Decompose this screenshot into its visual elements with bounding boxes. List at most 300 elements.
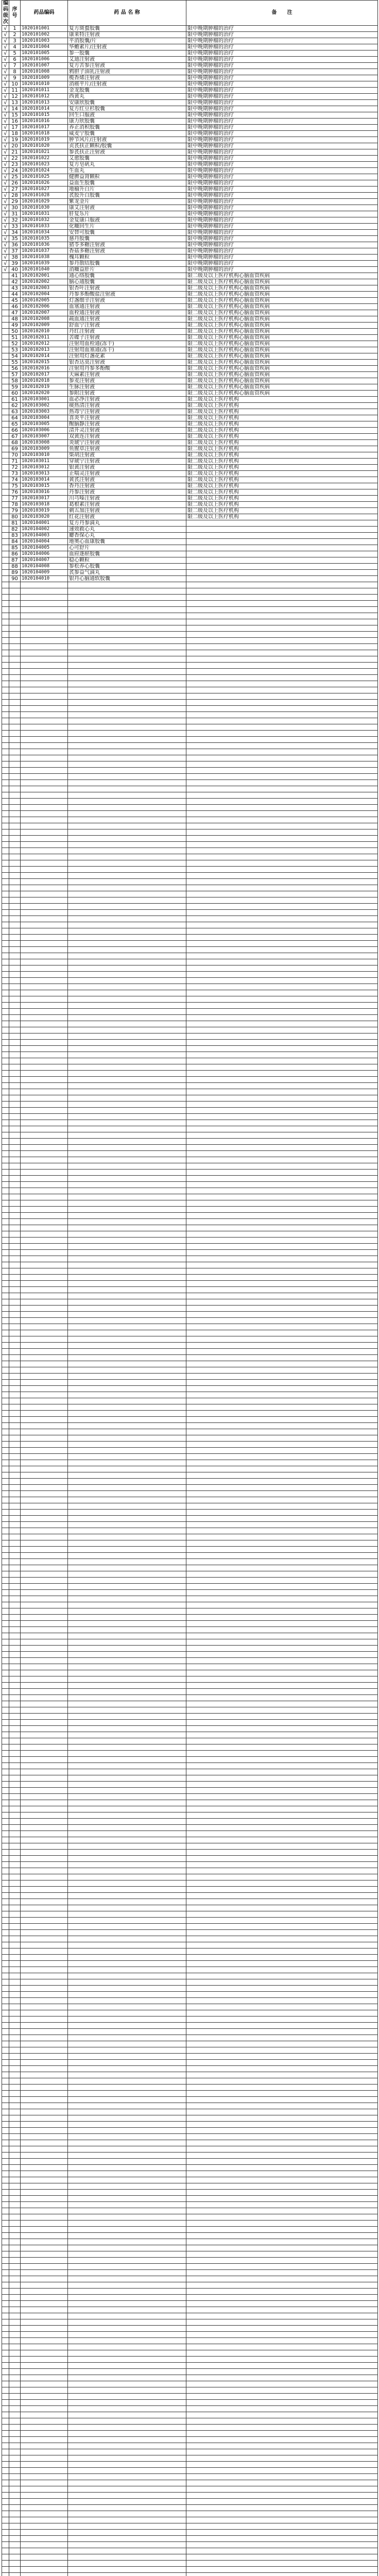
empty-cell — [186, 1899, 378, 1905]
table-row — [2, 1083, 378, 1089]
note-cell: 限中晚期肿瘤的治疗 — [186, 224, 378, 230]
table-row — [2, 63, 378, 69]
table-row — [2, 1615, 378, 1621]
empty-cell — [2, 1918, 9, 1924]
level-cell — [2, 384, 9, 391]
empty-cell — [2, 1751, 9, 1757]
empty-cell — [21, 595, 68, 601]
empty-cell — [9, 1275, 21, 1281]
empty-cell — [2, 1281, 9, 1287]
empty-cell — [186, 2060, 378, 2066]
empty-cell — [186, 1324, 378, 1330]
level-cell — [2, 304, 9, 310]
level-cell: √ — [2, 242, 9, 248]
empty-cell — [21, 1336, 68, 1343]
empty-cell — [2, 755, 9, 761]
table-row — [2, 118, 378, 125]
empty-cell — [68, 2264, 186, 2270]
empty-cell — [68, 1615, 186, 1621]
empty-cell — [68, 1806, 186, 1812]
table-row — [2, 897, 378, 904]
empty-cell — [21, 1862, 68, 1868]
header-name: 药 品 名 称 — [68, 1, 186, 26]
empty-cell — [186, 1868, 378, 1874]
table-row — [2, 1157, 378, 1163]
empty-cell — [2, 1003, 9, 1009]
table-row — [2, 353, 378, 360]
note-cell: 限二级及以上医疗机构心脑血管疾病 — [186, 279, 378, 285]
empty-cell — [2, 1534, 9, 1540]
empty-cell — [21, 1343, 68, 1349]
table-row — [2, 2567, 378, 2573]
code-cell: 1020101029 — [21, 199, 68, 205]
empty-cell — [68, 2548, 186, 2554]
empty-cell — [186, 1924, 378, 1930]
empty-cell — [186, 1367, 378, 1374]
empty-cell — [186, 916, 378, 922]
empty-cell — [68, 823, 186, 829]
table-row — [2, 1318, 378, 1324]
empty-cell — [2, 1961, 9, 1967]
empty-cell — [186, 1033, 378, 1040]
empty-cell — [21, 1633, 68, 1639]
level-cell: √ — [2, 57, 9, 63]
table-row — [2, 397, 378, 403]
empty-cell — [2, 2301, 9, 2307]
empty-cell — [2, 1843, 9, 1850]
name-cell: 银丹心脑通软胶囊 — [68, 576, 186, 582]
name-cell: 复方皂矾丸 — [68, 162, 186, 168]
empty-cell — [186, 755, 378, 761]
empty-cell — [21, 1516, 68, 1522]
empty-cell — [68, 928, 186, 935]
empty-cell — [21, 1355, 68, 1361]
empty-cell — [186, 2016, 378, 2023]
empty-cell — [9, 860, 21, 867]
empty-cell — [186, 1442, 378, 1448]
empty-cell — [68, 1775, 186, 1782]
empty-cell — [186, 2307, 378, 2313]
empty-cell — [9, 836, 21, 842]
empty-cell — [9, 675, 21, 681]
empty-cell — [21, 947, 68, 953]
empty-cell — [9, 2474, 21, 2480]
note-cell: 限二级及以上医疗机构 — [186, 465, 378, 471]
table-row — [2, 848, 378, 854]
empty-cell — [186, 2208, 378, 2214]
empty-cell — [2, 1423, 9, 1429]
empty-cell — [186, 842, 378, 848]
note-cell: 限二级及以上医疗机构心脑血管疾病 — [186, 366, 378, 372]
name-cell: 清开灵注射液 — [68, 428, 186, 434]
empty-cell — [186, 2406, 378, 2412]
empty-cell — [9, 2480, 21, 2486]
code-cell: 1020101017 — [21, 125, 68, 131]
empty-cell — [21, 2530, 68, 2536]
empty-cell — [21, 638, 68, 644]
empty-cell — [9, 1689, 21, 1695]
index-cell: 10 — [9, 81, 21, 88]
empty-cell — [186, 2468, 378, 2474]
table-row — [2, 1009, 378, 1015]
empty-cell — [186, 1553, 378, 1559]
empty-cell — [68, 2486, 186, 2493]
empty-cell — [21, 799, 68, 805]
empty-cell — [2, 1132, 9, 1139]
table-row — [2, 539, 378, 545]
empty-cell — [186, 1850, 378, 1856]
document-sheet — [2, 0, 377, 2576]
empty-cell — [186, 1126, 378, 1132]
table-row — [2, 137, 378, 143]
table-row — [2, 1794, 378, 1800]
empty-cell — [21, 1608, 68, 1615]
header-index: 序 号 — [9, 1, 21, 26]
empty-cell — [21, 965, 68, 972]
table-row — [2, 496, 378, 502]
index-cell: 29 — [9, 199, 21, 205]
name-cell: 生血丸 — [68, 168, 186, 174]
empty-cell — [2, 1064, 9, 1071]
note-cell: 限中晚期肿瘤的治疗 — [186, 242, 378, 248]
empty-cell — [68, 1967, 186, 1973]
name-cell: 痰热清注射液 — [68, 403, 186, 409]
code-cell: 1020101013 — [21, 100, 68, 106]
empty-cell — [21, 669, 68, 675]
empty-cell — [186, 867, 378, 873]
level-cell: √ — [2, 255, 9, 261]
empty-cell — [9, 2381, 21, 2387]
table-row — [2, 687, 378, 693]
empty-cell — [21, 1887, 68, 1893]
empty-cell — [2, 1528, 9, 1534]
empty-cell — [186, 644, 378, 650]
level-cell — [2, 403, 9, 409]
index-cell: 79 — [9, 508, 21, 514]
empty-cell — [68, 1918, 186, 1924]
empty-cell — [186, 1621, 378, 1627]
empty-cell — [186, 2425, 378, 2431]
empty-cell — [9, 965, 21, 972]
note-cell: 限中晚期肿瘤的治疗 — [186, 236, 378, 242]
empty-cell — [68, 2047, 186, 2054]
empty-cell — [68, 1540, 186, 1547]
empty-cell — [21, 848, 68, 854]
empty-cell — [21, 1621, 68, 1627]
table-row — [2, 2313, 378, 2319]
empty-cell — [68, 1825, 186, 1831]
empty-cell — [2, 1312, 9, 1318]
empty-cell — [21, 2369, 68, 2375]
empty-cell — [68, 2177, 186, 2183]
index-cell: 69 — [9, 446, 21, 452]
empty-cell — [186, 2276, 378, 2282]
empty-cell — [2, 1646, 9, 1652]
note-cell: 限中晚期肿瘤的治疗 — [186, 100, 378, 106]
table-row — [2, 2474, 378, 2480]
level-cell — [2, 527, 9, 533]
note-cell: 限二级及以上医疗机构 — [186, 459, 378, 465]
empty-cell — [21, 1219, 68, 1225]
index-cell: 59 — [9, 384, 21, 391]
empty-cell — [21, 860, 68, 867]
table-row — [2, 737, 378, 743]
empty-cell — [21, 2047, 68, 2054]
empty-cell — [2, 867, 9, 873]
empty-cell — [68, 1880, 186, 1887]
level-cell — [2, 415, 9, 421]
empty-cell — [9, 941, 21, 947]
empty-cell — [9, 1330, 21, 1336]
table-row — [2, 378, 378, 384]
empty-cell — [2, 1571, 9, 1578]
empty-cell — [68, 1454, 186, 1460]
empty-cell — [9, 2190, 21, 2196]
empty-cell — [186, 2313, 378, 2319]
empty-cell — [9, 2425, 21, 2431]
empty-cell — [68, 2097, 186, 2103]
table-row — [2, 1442, 378, 1448]
empty-cell — [9, 2072, 21, 2078]
table-row — [2, 2146, 378, 2153]
table-row — [2, 1924, 378, 1930]
empty-cell — [2, 1058, 9, 1064]
table-row — [2, 1646, 378, 1652]
code-cell: 1020102011 — [21, 335, 68, 341]
empty-cell — [2, 656, 9, 663]
empty-cell — [9, 1714, 21, 1720]
empty-cell — [68, 1491, 186, 1497]
empty-cell — [68, 910, 186, 916]
empty-cell — [21, 1244, 68, 1250]
code-cell: 1020101031 — [21, 211, 68, 217]
table-row — [2, 2332, 378, 2338]
empty-cell — [68, 799, 186, 805]
table-row — [2, 1361, 378, 1367]
name-cell: 川芎嗪注射液 — [68, 496, 186, 502]
index-cell: 74 — [9, 477, 21, 483]
empty-cell — [9, 1349, 21, 1355]
empty-cell — [21, 768, 68, 774]
level-cell: √ — [2, 106, 9, 112]
note-cell — [186, 533, 378, 539]
name-cell: 安康欣胶囊 — [68, 100, 186, 106]
empty-cell — [186, 1182, 378, 1188]
empty-cell — [9, 1268, 21, 1275]
name-cell: 艾迪注射液 — [68, 57, 186, 63]
level-cell — [2, 329, 9, 335]
empty-cell — [9, 891, 21, 897]
table-row — [2, 1751, 378, 1757]
empty-cell — [9, 990, 21, 996]
empty-cell — [186, 1361, 378, 1367]
empty-cell — [9, 2115, 21, 2122]
empty-cell — [21, 1615, 68, 1621]
empty-cell — [186, 1157, 378, 1163]
table-row — [2, 1510, 378, 1516]
table-row — [2, 1608, 378, 1615]
table-row — [2, 1200, 378, 1207]
table-row — [2, 731, 378, 737]
note-cell: 限二级及以上医疗机构 — [186, 471, 378, 477]
name-cell: 地奥心血康胶囊 — [68, 539, 186, 545]
empty-cell — [9, 2196, 21, 2202]
empty-cell — [68, 2190, 186, 2196]
index-cell: 67 — [9, 434, 21, 440]
empty-cell — [186, 972, 378, 978]
empty-cell — [2, 978, 9, 984]
empty-cell — [9, 632, 21, 638]
level-cell — [2, 292, 9, 298]
empty-cell — [21, 1349, 68, 1355]
empty-cell — [2, 681, 9, 687]
empty-cell — [68, 1404, 186, 1411]
table-row — [2, 681, 378, 687]
table-row — [2, 1194, 378, 1200]
empty-cell — [21, 1522, 68, 1528]
table-row — [2, 242, 378, 248]
code-cell: 1020103014 — [21, 477, 68, 483]
empty-cell — [186, 1911, 378, 1918]
index-cell: 16 — [9, 118, 21, 125]
empty-cell — [9, 1417, 21, 1423]
table-row — [2, 2357, 378, 2363]
empty-cell — [186, 619, 378, 625]
name-cell: 止喘灵注射液 — [68, 471, 186, 477]
empty-cell — [2, 1219, 9, 1225]
empty-cell — [9, 2165, 21, 2171]
code-cell: 1020103019 — [21, 508, 68, 514]
empty-cell — [186, 1386, 378, 1392]
index-cell: 32 — [9, 217, 21, 224]
empty-cell — [68, 1726, 186, 1732]
empty-cell — [21, 1207, 68, 1213]
level-cell: √ — [2, 174, 9, 180]
empty-cell — [9, 1757, 21, 1763]
level-cell — [2, 477, 9, 483]
empty-cell — [2, 2375, 9, 2381]
empty-cell — [9, 947, 21, 953]
table-row — [2, 761, 378, 768]
empty-cell — [21, 2381, 68, 2387]
table-row — [2, 384, 378, 391]
table-row — [2, 372, 378, 378]
empty-cell — [2, 1825, 9, 1831]
index-cell: 31 — [9, 211, 21, 217]
empty-cell — [68, 2400, 186, 2406]
table-row — [2, 1497, 378, 1503]
name-cell: 丹参多酚酸盐注射液 — [68, 292, 186, 298]
empty-cell — [2, 941, 9, 947]
empty-cell — [21, 743, 68, 749]
empty-cell — [186, 1565, 378, 1571]
empty-cell — [21, 2455, 68, 2462]
table-row — [2, 2400, 378, 2406]
empty-cell — [186, 1856, 378, 1862]
empty-cell — [9, 2357, 21, 2363]
empty-cell — [9, 601, 21, 607]
empty-cell — [68, 1936, 186, 1942]
table-row — [2, 1856, 378, 1862]
table-row — [2, 1398, 378, 1404]
empty-cell — [9, 1683, 21, 1689]
empty-cell — [9, 2418, 21, 2425]
empty-cell — [21, 1429, 68, 1435]
empty-cell — [186, 700, 378, 706]
empty-cell — [186, 2387, 378, 2394]
empty-cell — [68, 2437, 186, 2443]
empty-cell — [9, 848, 21, 854]
index-cell: 88 — [9, 564, 21, 570]
empty-cell — [68, 897, 186, 904]
empty-cell — [9, 1188, 21, 1194]
table-row — [2, 1763, 378, 1769]
empty-cell — [68, 1423, 186, 1429]
code-cell: 1020103013 — [21, 471, 68, 477]
table-row — [2, 2517, 378, 2523]
empty-cell — [9, 953, 21, 959]
empty-cell — [68, 2233, 186, 2239]
empty-cell — [9, 644, 21, 650]
empty-cell — [2, 1769, 9, 1775]
empty-cell — [186, 1986, 378, 1992]
table-row — [2, 403, 378, 409]
empty-cell — [186, 731, 378, 737]
empty-cell — [21, 2326, 68, 2332]
empty-cell — [2, 1998, 9, 2004]
empty-cell — [2, 1627, 9, 1633]
note-cell: 限中晚期肿瘤的治疗 — [186, 50, 378, 57]
empty-cell — [21, 1033, 68, 1040]
table-row — [2, 2418, 378, 2425]
empty-cell — [2, 1213, 9, 1219]
empty-cell — [68, 1819, 186, 1825]
table-row — [2, 1825, 378, 1831]
empty-cell — [21, 1003, 68, 1009]
name-cell: 喜炎平注射液 — [68, 415, 186, 421]
empty-cell — [186, 922, 378, 928]
table-row — [2, 143, 378, 149]
table-row — [2, 854, 378, 860]
level-cell: √ — [2, 168, 9, 174]
empty-cell — [68, 1986, 186, 1992]
empty-cell — [2, 1862, 9, 1868]
code-cell: 1020103005 — [21, 421, 68, 428]
code-cell: 1020101004 — [21, 44, 68, 50]
empty-cell — [68, 1343, 186, 1349]
empty-cell — [186, 1893, 378, 1899]
empty-cell — [21, 1986, 68, 1992]
note-cell: 限二级及以上医疗机构 — [186, 477, 378, 483]
empty-cell — [9, 2153, 21, 2159]
empty-cell — [9, 693, 21, 700]
level-cell: √ — [2, 180, 9, 187]
empty-cell — [2, 1565, 9, 1571]
empty-cell — [68, 1015, 186, 1021]
table-row — [2, 1343, 378, 1349]
empty-cell — [9, 2387, 21, 2394]
empty-cell — [9, 2047, 21, 2054]
empty-cell — [21, 706, 68, 712]
table-row — [2, 2029, 378, 2035]
name-cell: 刺五加注射液 — [68, 508, 186, 514]
empty-cell — [9, 1850, 21, 1856]
empty-cell — [68, 1250, 186, 1256]
empty-cell — [21, 879, 68, 885]
empty-cell — [68, 867, 186, 873]
index-cell: 49 — [9, 323, 21, 329]
empty-cell — [68, 1349, 186, 1355]
